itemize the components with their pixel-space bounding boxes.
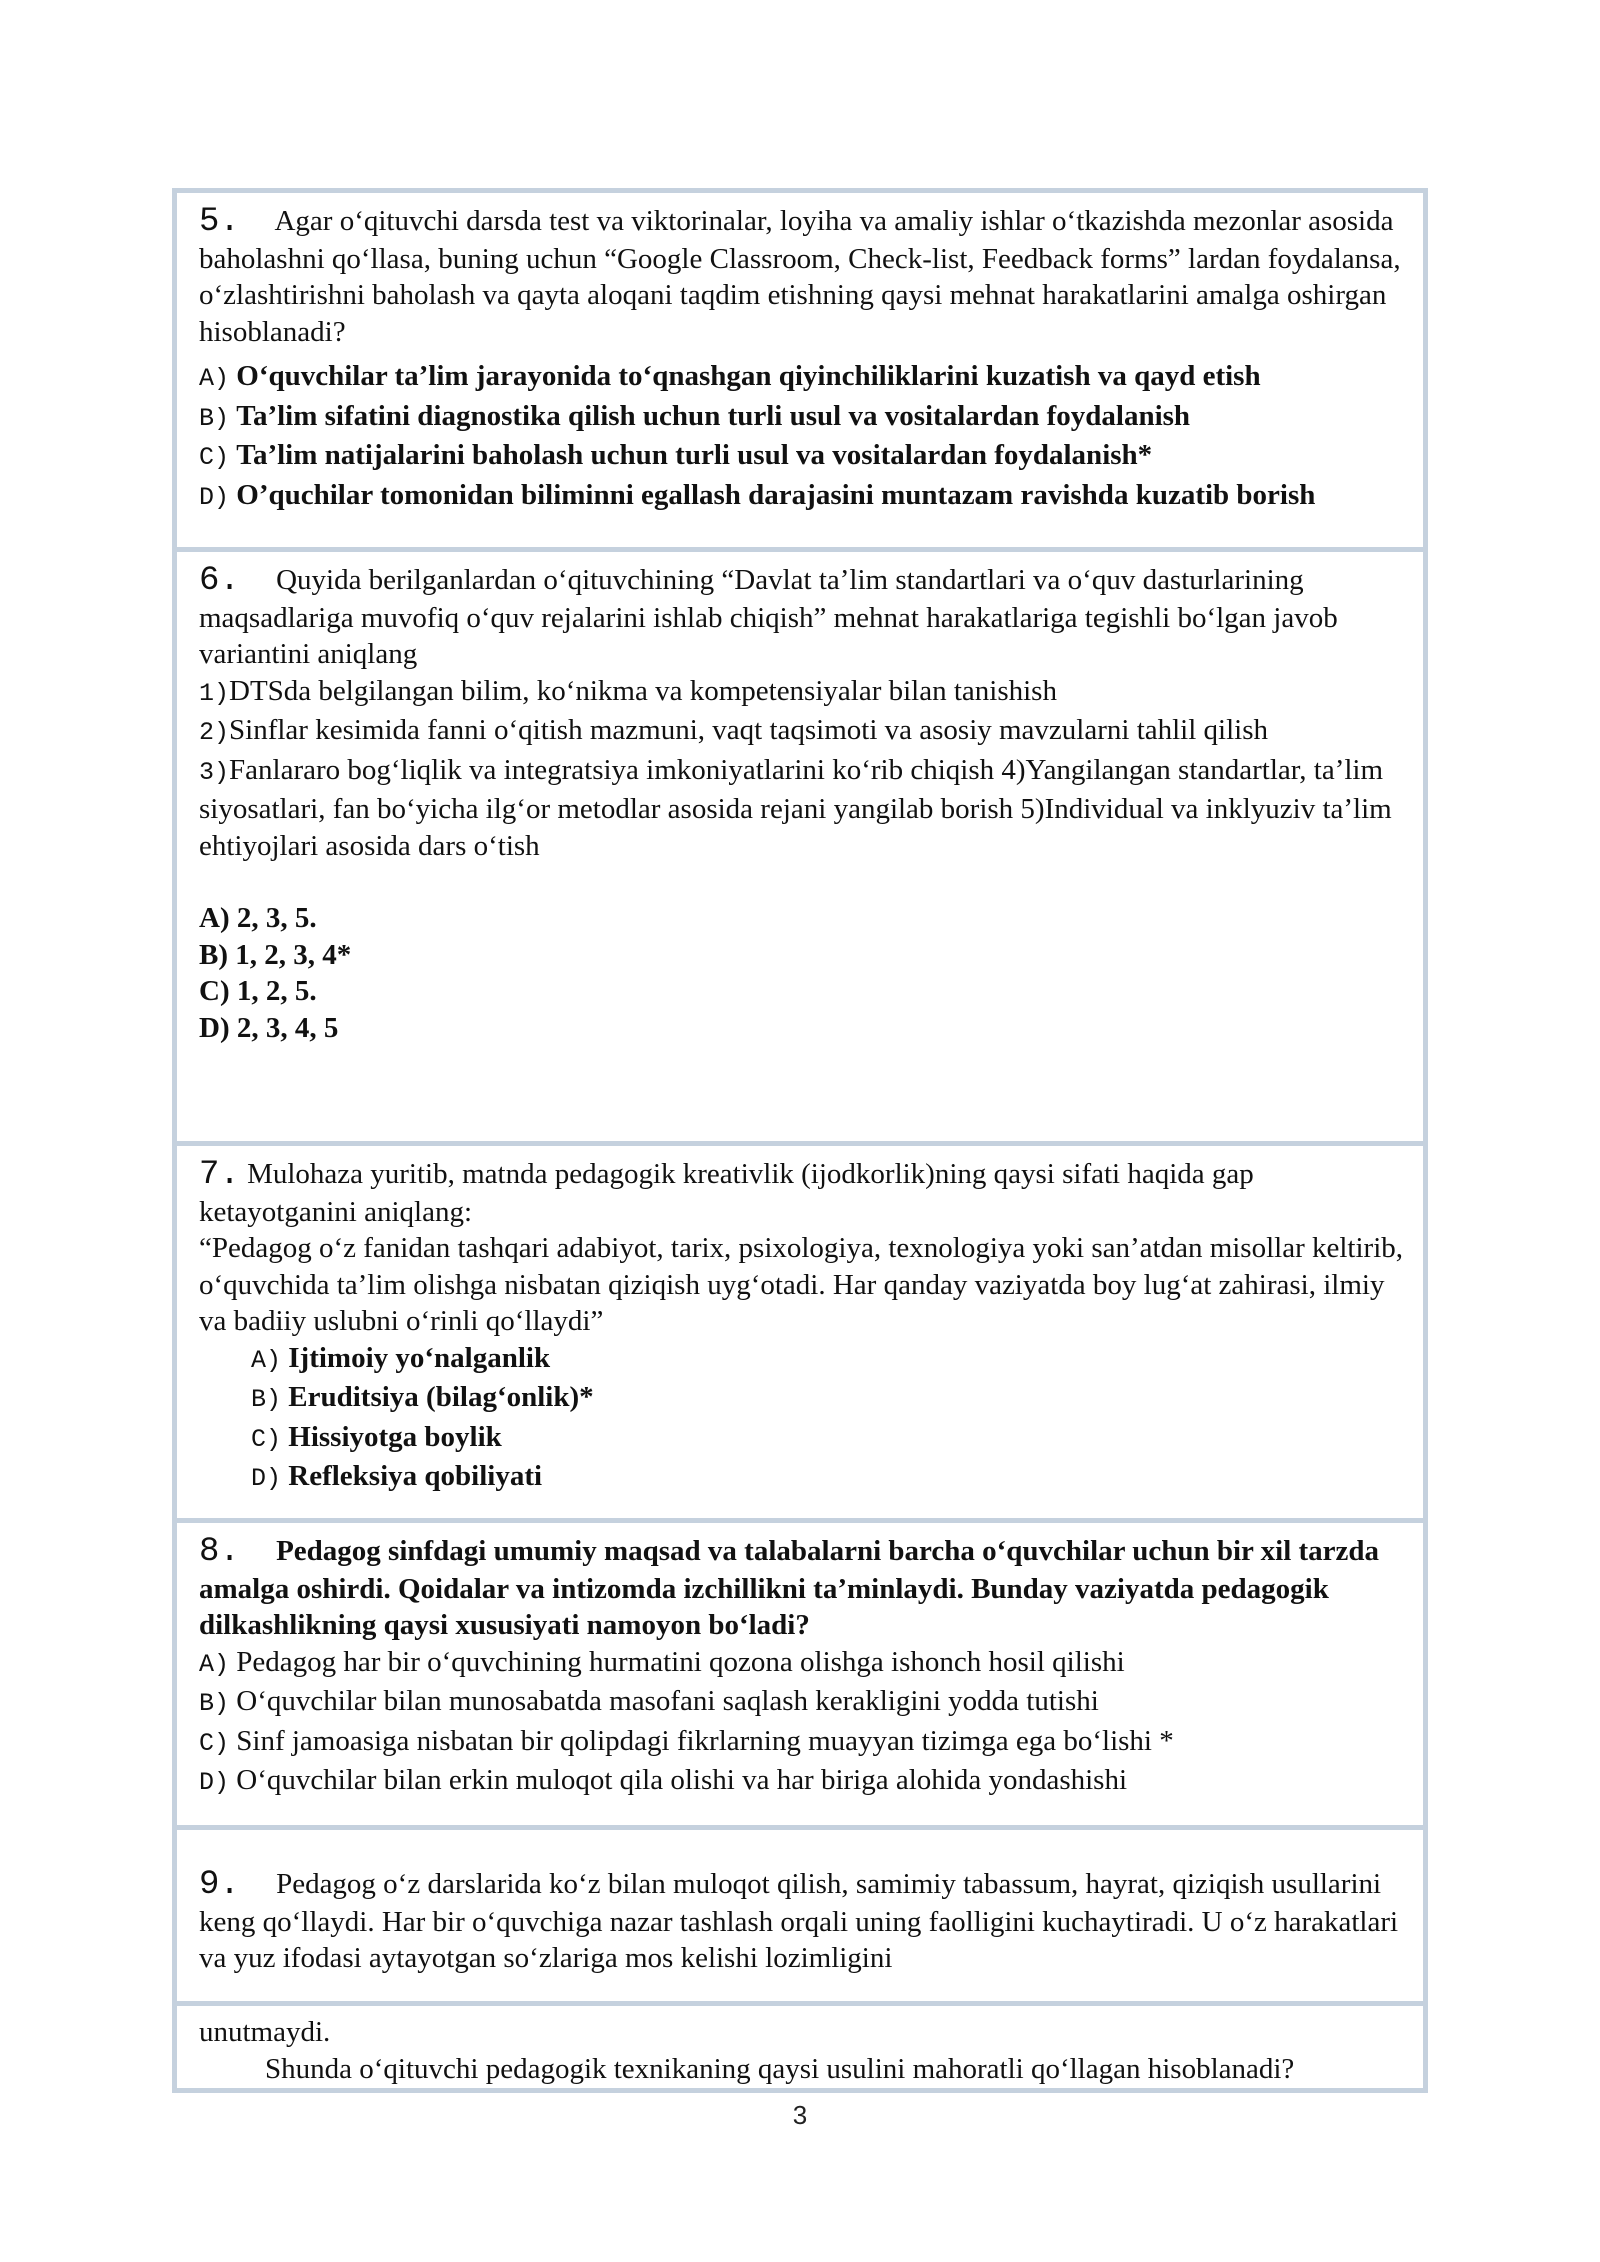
- question-5-cell: [172, 188, 1428, 552]
- question-6-stem: [199, 562, 1409, 673]
- question-5-number: 5.: [199, 203, 240, 241]
- question-8-number: 8.: [199, 1533, 240, 1571]
- option-a: A) Pedagog har bir o‘quvchining hurmatini qozona olishga ishonch hosil qilishi: [199, 1645, 1125, 1679]
- question-6-item-3: 3)Fanlararo bog‘liqlik va integratsiya imkoniyatlarini ko‘rib chiqish 4)Yangilangan standartlar, ta’lim siyosatlari, fan bo‘yicha ilg‘or metodlar asosida rejani yangilab borish 5)Individual va inklyuziv ta’lim ehtiyojlari asosida dars o‘tish: [199, 753, 1392, 862]
- question-9-stem: [199, 1866, 1409, 1977]
- option-b: B) Ta’lim sifatini diagnostika qilish uchun turli usul va vositalardan foydalanish: [199, 399, 1191, 433]
- question-5-text: Agar o‘qituvchi darsda test va viktorinalar, loyiha va amaliy ishlar o‘tkazishda mezonlar asosida baholashni qo‘llasa, buning uchun “Google Classroom, Check-list, Feedback forms” lardan foydalansa, o‘zlashtirishni baholash va qayta aloqani taqdim etishning qaysi mehnat harakatlarini amalga oshirgan hisoblanadi?: [199, 205, 1401, 348]
- question-7-cell: [172, 1141, 1428, 1523]
- question-7-quote: “Pedagog o‘z fanidan tashqari adabiyot, tarix, psixologiya, texnologiya yoki san’atdan misollar keltirib, o‘quvchida ta’lim olishga nisbatan qiziqish uyg‘otadi. Har qanday vaziyatda boy lug‘at zahirasi, ilmiy va badiiy uslubni o‘rinli qo‘llaydi”: [199, 1232, 1403, 1337]
- question-9-number: 9.: [199, 1866, 240, 1904]
- question-6-number: 6.: [199, 562, 240, 600]
- option-c: C) Hissiyotga boylik: [251, 1420, 502, 1454]
- question-8-stem: [199, 1533, 1409, 1644]
- question-8-options: [199, 1644, 1409, 1802]
- question-6-answers: [199, 900, 1409, 1046]
- answer-c: C) 1, 2, 5.: [199, 975, 317, 1007]
- question-7-stem: [199, 1156, 1409, 1230]
- option-b: B) Eruditsiya (bilag‘onlik)*: [251, 1381, 594, 1414]
- question-7-text: Mulohaza yuritib, matnda pedagogik kreativlik (ijodkorlik)ning qaysi sifati haqida gap ketayotganini aniqlang:: [199, 1158, 1254, 1228]
- option-d: D) Refleksiya qobiliyati: [251, 1460, 543, 1493]
- option-a: A) O‘quvchilar ta’lim jarayonida to‘qnashgan qiyinchiliklarini kuzatish va qayd etish: [199, 360, 1261, 393]
- question-9-cell: [172, 1825, 1428, 2006]
- question-9-text: Pedagog o‘z darslarida ko‘z bilan muloqot qilish, samimiy tabassum, hayrat, qiziqish usullarini keng qo‘llaydi. Har bir o‘quvchiga nazar tashlash orqali uning faolligini kuchaytiradi. U o‘z harakatlari va yuz ifodasi aytayotgan so‘zlariga mos kelishi lozimligini: [199, 1868, 1399, 1974]
- question-6-item-2: 2)Sinflar kesimida fanni o‘qitish mazmuni, vaqt taqsimoti va asosiy mavzularni tahlil qilish: [199, 714, 1269, 747]
- question-5-stem: [199, 203, 1409, 350]
- question-7-options: [199, 1340, 1409, 1498]
- question-9-continuation-cell: [172, 2001, 1428, 2093]
- option-a: A) Ijtimoiy yo‘nalganlik: [251, 1341, 551, 1375]
- question-5-options: [199, 358, 1409, 516]
- option-d: D) O’quchilar tomonidan biliminni egallash darajasini muntazam ravishda kuzatib borish: [199, 478, 1316, 512]
- question-8-text: Pedagog sinfdagi umumiy maqsad va talabalarni barcha o‘quvchilar uchun bir xil tarzda amalga oshirdi. Qoidalar va intizomda izchillikni ta’minlaydi. Bunday vaziyatda pedagogik dilkashlikning qaysi xususiyati namoyon bo‘ladi?: [199, 1535, 1380, 1641]
- question-7-number: 7.: [199, 1156, 240, 1194]
- question-6-text: Quyida berilganlardan o‘qituvchining “Davlat ta’lim standartlari va o‘quv dasturlarining maqsadlariga muvofiq o‘quv rejalarini ishlab chiqish” mehnat harakatlariga tegishli bo‘lgan javob variantini aniqlang: [199, 564, 1338, 670]
- answer-a: A) 2, 3, 5.: [199, 902, 317, 934]
- option-c: C) Ta’lim natijalarini baholash uchun turli usul va vositalardan foydalanish*: [199, 439, 1153, 472]
- page-number: 3: [792, 2100, 808, 2130]
- answer-b: B) 1, 2, 3, 4*: [199, 938, 352, 971]
- question-8-cell: [172, 1518, 1428, 1830]
- option-c: C) Sinf jamoasiga nisbatan bir qolipdagi fikrlarning muayyan tizimga ega bo‘lishi *: [199, 1724, 1174, 1758]
- question-6-cell: [172, 547, 1428, 1146]
- option-b: B) O‘quvchilar bilan munosabatda masofani saqlash kerakligini yodda tutishi: [199, 1685, 1099, 1718]
- answer-d: D) 2, 3, 4, 5: [199, 1011, 339, 1044]
- question-9-prompt: Shunda o‘qituvchi pedagogik texnikaning qaysi usulini mahoratli qo‘llagan hisoblanadi?: [265, 2052, 1295, 2085]
- option-d: D) O‘quvchilar bilan erkin muloqot qila olishi va har biriga alohida yondashishi: [199, 1764, 1128, 1797]
- question-9-continuation: unutmaydi.: [199, 2016, 331, 2048]
- question-6-item-1: 1)DTSda belgilangan bilim, ko‘nikma va kompetensiyalar bilan tanishish: [199, 674, 1057, 708]
